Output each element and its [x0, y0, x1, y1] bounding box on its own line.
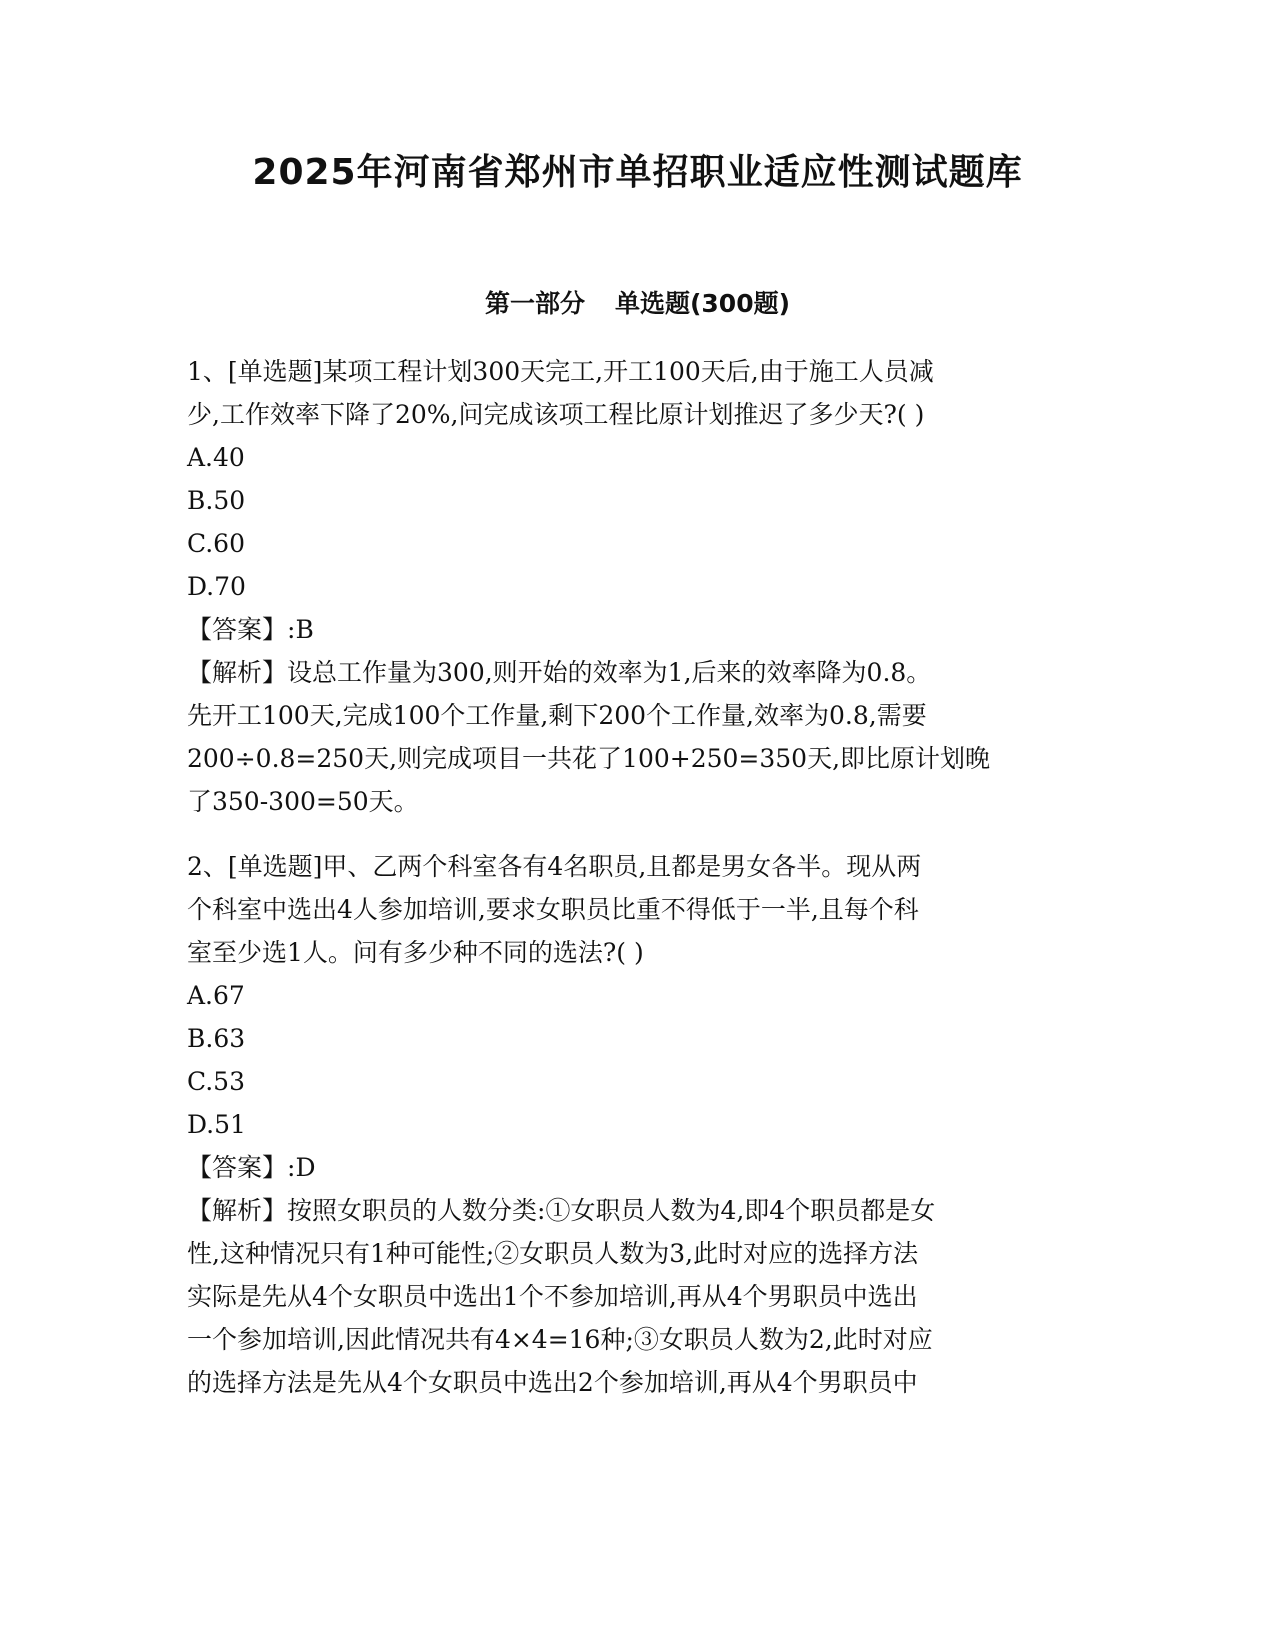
option-c: C.53 — [187, 1067, 245, 1096]
section-title-part: 第一部分 — [484, 289, 585, 318]
analysis-text: 先开工100天,完成100个工作量,剩下200个工作量,效率为0.8,需要 — [187, 701, 927, 730]
option-a: A.40 — [187, 443, 245, 472]
analysis-text: 一个参加培训,因此情况共有4×4=16种;③女职员人数为2,此时对应 — [187, 1325, 933, 1354]
question-stem-line: 2、[单选题]甲、乙两个科室各有4名职员,且都是男女各半。现从两 — [187, 852, 922, 881]
option-a: A.67 — [187, 981, 245, 1010]
answer-value: :B — [287, 615, 314, 644]
question-stem-line: 个科室中选出4人参加培训,要求女职员比重不得低于一半,且每个科 — [187, 895, 919, 924]
answer-line — [187, 608, 1087, 651]
analysis-text: 按照女职员的人数分类:①女职员人数为4,即4个职员都是女 — [287, 1196, 936, 1225]
question-list — [187, 350, 1087, 1404]
option-b: B.63 — [187, 1024, 246, 1053]
analysis-text: 200÷0.8=250天,则完成项目一共花了100+250=350天,即比原计划晚 — [187, 744, 991, 773]
analysis-text: 的选择方法是先从4个女职员中选出2个参加培训,再从4个男职员中 — [187, 1368, 918, 1397]
answer-label: 【答案】 — [187, 615, 288, 644]
analysis-text: 性,这种情况只有1种可能性;②女职员人数为3,此时对应的选择方法 — [187, 1239, 919, 1268]
analysis-text: 了350-300=50天。 — [187, 787, 419, 816]
section-title — [0, 286, 1275, 322]
analysis-line — [187, 1189, 1087, 1232]
option-c: C.60 — [187, 529, 245, 558]
analysis-label: 【解析】 — [187, 658, 288, 687]
analysis-label: 【解析】 — [187, 1196, 288, 1225]
question-stem-line: 室至少选1人。问有多少种不同的选法?( ) — [187, 938, 644, 967]
analysis-text: 设总工作量为300,则开始的效率为1,后来的效率降为0.8。 — [287, 658, 932, 687]
question-stem-line: 1、[单选题]某项工程计划300天完工,开工100天后,由于施工人员减 — [187, 357, 934, 386]
question-stem-line: 少,工作效率下降了20%,问完成该项工程比原计划推迟了多少天?( ) — [187, 400, 925, 429]
analysis-line — [187, 651, 1087, 694]
option-b: B.50 — [187, 486, 246, 515]
analysis-text: 实际是先从4个女职员中选出1个不参加培训,再从4个男职员中选出 — [187, 1282, 918, 1311]
question-item — [187, 350, 1087, 823]
answer-label: 【答案】 — [187, 1153, 288, 1182]
section-title-type: 单选题(300题) — [614, 289, 791, 318]
option-d: D.70 — [187, 572, 246, 601]
question-item — [187, 845, 1087, 1404]
answer-value: :D — [287, 1153, 316, 1182]
document-title: 2025年河南省郑州市单招职业适应性测试题库 — [252, 152, 1023, 193]
option-d: D.51 — [187, 1110, 246, 1139]
answer-line — [187, 1146, 1087, 1189]
